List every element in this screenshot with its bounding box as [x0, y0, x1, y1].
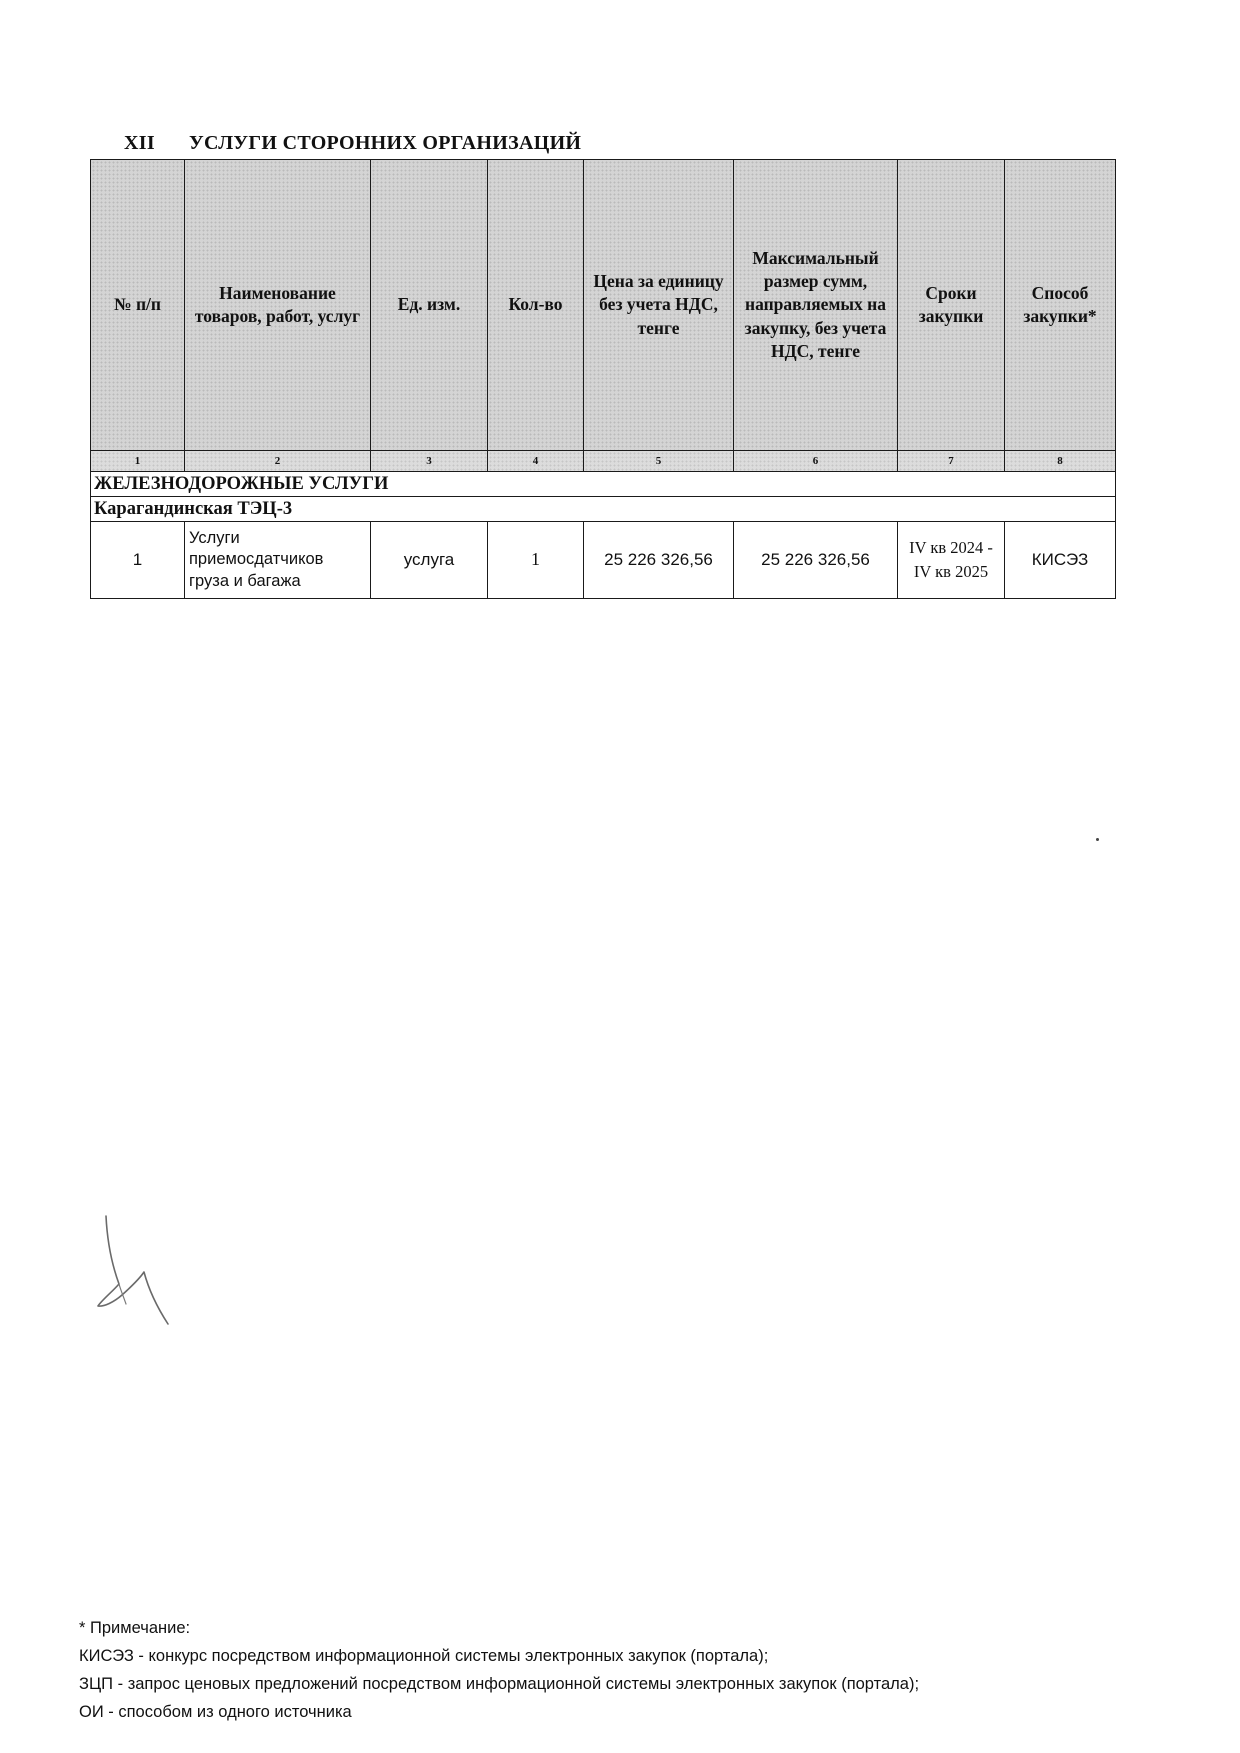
cell-unit: услуга — [371, 522, 488, 599]
subcategory-row — [91, 497, 1116, 522]
column-number: 8 — [1005, 451, 1116, 472]
header-method: Способ закупки* — [1005, 160, 1116, 451]
cell-term — [898, 522, 1005, 599]
section-name: УСЛУГИ СТОРОННИХ ОРГАНИЗАЦИЙ — [189, 132, 582, 154]
cell-method: КИСЭЗ — [1005, 522, 1116, 599]
footnote-line: КИСЭЗ - конкурс посредством информационной системы электронных закупок (портала); — [79, 1647, 769, 1665]
cell-name: Услуги приемосдатчиков груза и багажа — [185, 522, 371, 599]
section-title — [124, 132, 581, 155]
header-max-sum: Максимальный размер сумм, направляемых на закупку, без учета НДС, тенге — [734, 160, 898, 451]
column-number: 5 — [584, 451, 734, 472]
cell-num: 1 — [91, 522, 185, 599]
header-price: Цена за единицу без учета НДС, тенге — [584, 160, 734, 451]
column-number: 2 — [185, 451, 371, 472]
footnote-line: ОИ - способом из одного источника — [79, 1703, 352, 1721]
term-from: IV кв 2024 - — [909, 538, 993, 558]
column-number: 1 — [91, 451, 185, 472]
table-row — [91, 522, 1116, 599]
header-term: Сроки закупки — [898, 160, 1005, 451]
header-num: № п/п — [91, 160, 185, 451]
column-number: 4 — [488, 451, 584, 472]
cell-price: 25 226 326,56 — [584, 522, 734, 599]
column-number: 6 — [734, 451, 898, 472]
table-header-row — [91, 160, 1116, 451]
category-label: ЖЕЛЕЗНОДОРОЖНЫЕ УСЛУГИ — [91, 472, 1116, 497]
term-to: IV кв 2025 — [913, 562, 989, 581]
section-number: XII — [124, 132, 155, 154]
cell-max-sum: 25 226 326,56 — [734, 522, 898, 599]
cell-qty: 1 — [488, 522, 584, 599]
column-number: 7 — [898, 451, 1005, 472]
scan-speck — [1096, 838, 1099, 841]
procurement-table — [90, 159, 1116, 599]
footnote-title: * Примечание: — [79, 1619, 191, 1637]
header-unit: Ед. изм. — [371, 160, 488, 451]
column-number: 3 — [371, 451, 488, 472]
category-row — [91, 472, 1116, 497]
footnote-line: ЗЦП - запрос ценовых предложений посредством информационной системы электронных закупок (портала); — [79, 1675, 920, 1693]
footnote — [79, 1614, 919, 1726]
column-number-row — [91, 451, 1116, 472]
subcategory-label: Карагандинская ТЭЦ-3 — [91, 497, 1116, 522]
header-name: Наименование товаров, работ, услуг — [185, 160, 371, 451]
header-qty: Кол-во — [488, 160, 584, 451]
handwritten-signature — [92, 1212, 182, 1332]
